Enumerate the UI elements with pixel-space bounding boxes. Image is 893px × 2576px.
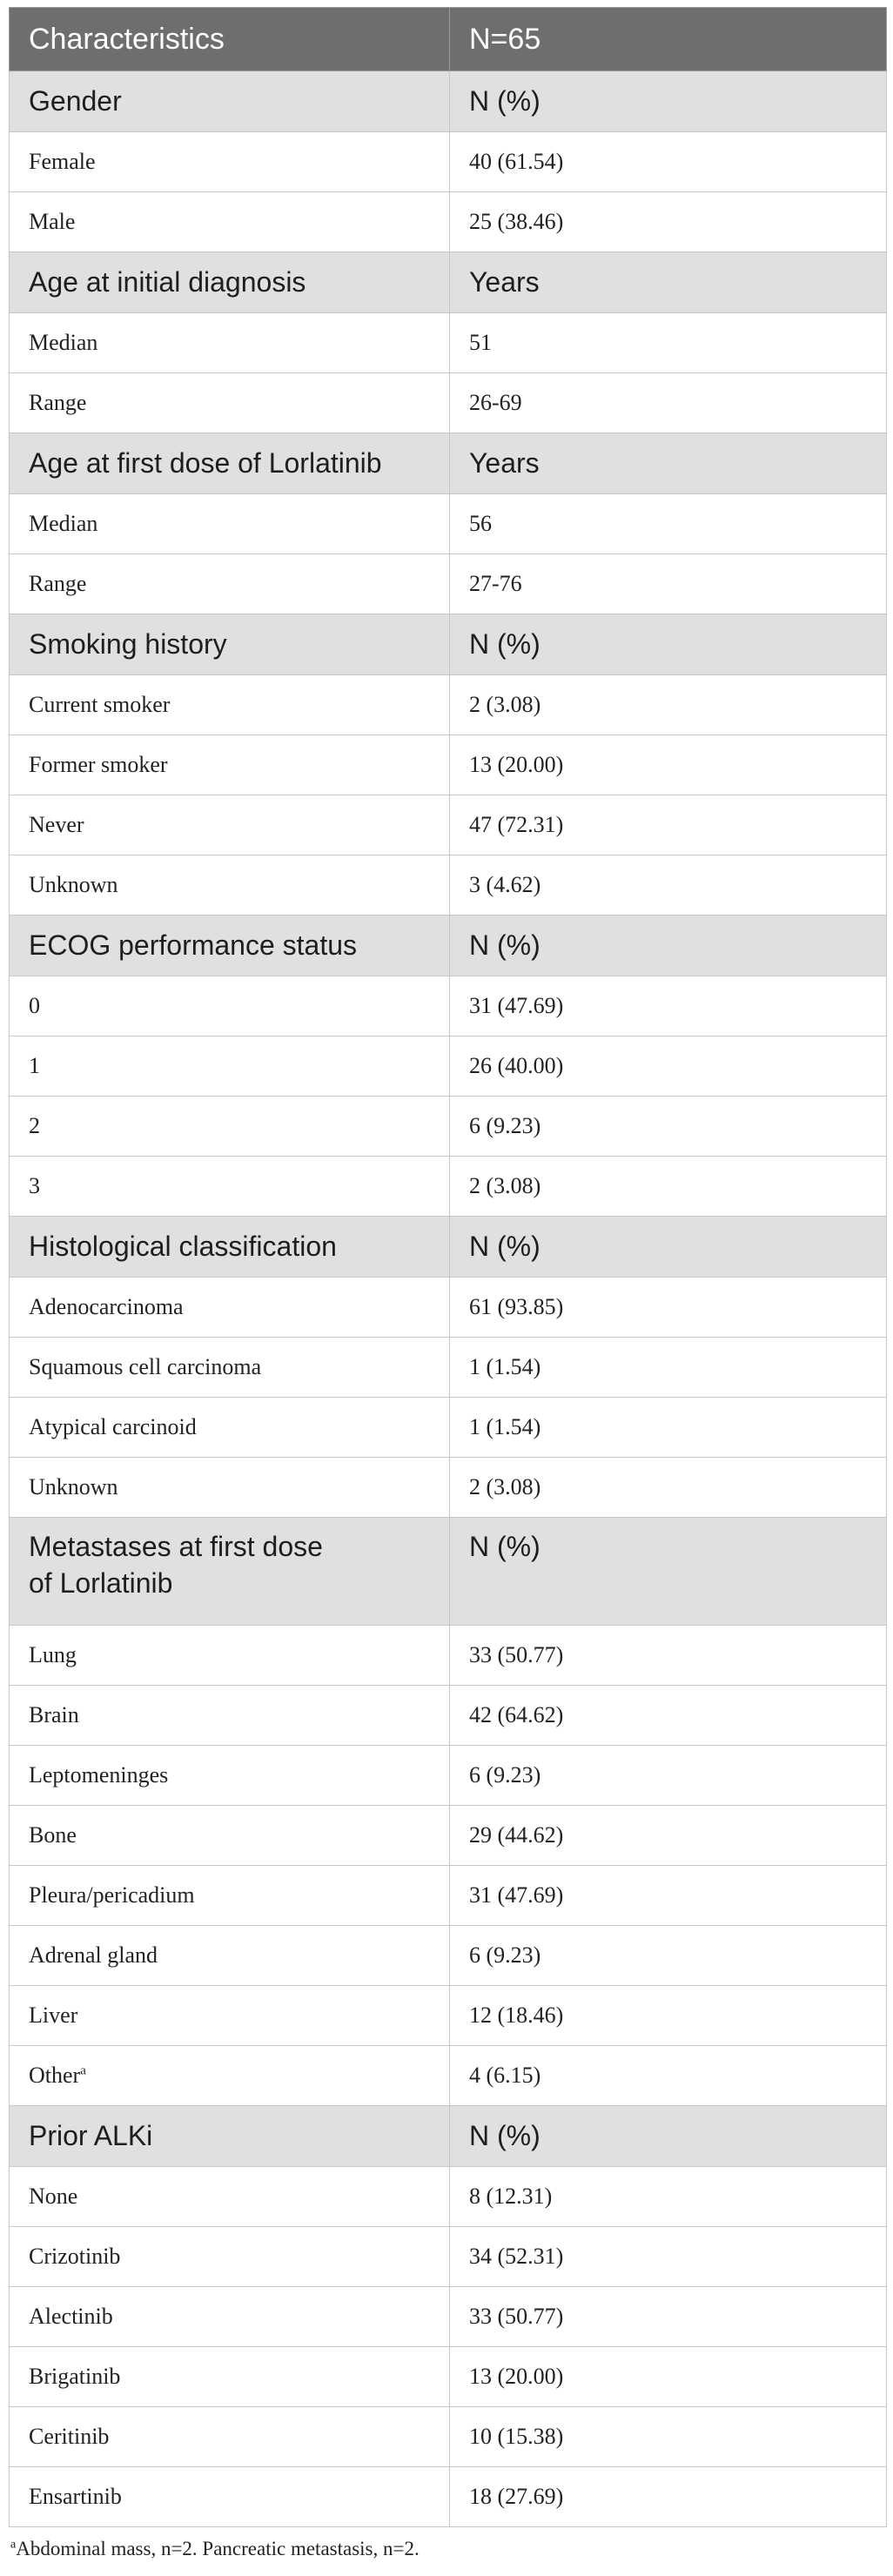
footnote-text: Abdominal mass, n=2. Pancreatic metastasis, n=2. (16, 2538, 420, 2559)
table-row (10, 675, 887, 735)
table-row (10, 2046, 887, 2106)
row-label: Brigatinib (10, 2347, 450, 2407)
row-value: 1 (1.54) (450, 1338, 887, 1398)
table-row (10, 1926, 887, 1986)
section-title-line2: of Lorlatinib (29, 1567, 173, 1599)
section-unit: N (%) (450, 916, 887, 976)
table-row (10, 1686, 887, 1746)
table-row (10, 2467, 887, 2527)
row-label: 1 (10, 1036, 450, 1097)
row-label: Adenocarcinoma (10, 1278, 450, 1338)
row-label: None (10, 2167, 450, 2227)
table-row (10, 2347, 887, 2407)
footnote-marker: a (10, 2538, 17, 2552)
header-row (10, 8, 887, 71)
row-label: 2 (10, 1097, 450, 1157)
table-row (10, 494, 887, 554)
characteristics-table (9, 7, 887, 2527)
table-row (10, 554, 887, 614)
row-label: Range (10, 554, 450, 614)
table-row (10, 855, 887, 916)
section-row-age-initial-diagnosis (10, 252, 887, 313)
section-unit: N (%) (450, 1518, 887, 1626)
table-row (10, 1986, 887, 2046)
section-title-line1: Metastases at first dose (29, 1531, 323, 1562)
row-label: Former smoker (10, 735, 450, 795)
table-row (10, 976, 887, 1036)
table-row (10, 1806, 887, 1866)
row-value: 25 (38.46) (450, 192, 887, 252)
row-value: 56 (450, 494, 887, 554)
section-row-ecog (10, 916, 887, 976)
row-label: Unknown (10, 1458, 450, 1518)
row-value: 31 (47.69) (450, 976, 887, 1036)
table-row (10, 313, 887, 373)
section-title: Prior ALKi (10, 2106, 450, 2167)
row-value: 10 (15.38) (450, 2407, 887, 2467)
row-value: 33 (50.77) (450, 1626, 887, 1686)
section-title: Gender (10, 71, 450, 132)
row-value: 13 (20.00) (450, 2347, 887, 2407)
row-value: 13 (20.00) (450, 735, 887, 795)
row-value: 31 (47.69) (450, 1866, 887, 1926)
table-row (10, 132, 887, 192)
row-label: Leptomeninges (10, 1746, 450, 1806)
table-row (10, 1398, 887, 1458)
row-value: 47 (72.31) (450, 795, 887, 855)
row-value: 6 (9.23) (450, 1926, 887, 1986)
row-value: 51 (450, 313, 887, 373)
row-label: Male (10, 192, 450, 252)
table-row (10, 1097, 887, 1157)
row-label: Range (10, 373, 450, 433)
table-row (10, 735, 887, 795)
table-row (10, 192, 887, 252)
section-unit: N (%) (450, 2106, 887, 2167)
row-label: Current smoker (10, 675, 450, 735)
table-row (10, 1746, 887, 1806)
table-row (10, 2407, 887, 2467)
table-row (10, 1036, 887, 1097)
row-value: 2 (3.08) (450, 1157, 887, 1217)
section-row-gender (10, 71, 887, 132)
row-label: 3 (10, 1157, 450, 1217)
row-value: 8 (12.31) (450, 2167, 887, 2227)
row-label: 0 (10, 976, 450, 1036)
row-label: Atypical carcinoid (10, 1398, 450, 1458)
header-characteristics: Characteristics (10, 8, 450, 71)
row-value: 61 (93.85) (450, 1278, 887, 1338)
table-row (10, 1278, 887, 1338)
row-value: 4 (6.15) (450, 2046, 887, 2106)
row-value: 29 (44.62) (450, 1806, 887, 1866)
row-label: Alectinib (10, 2287, 450, 2347)
section-row-age-first-dose (10, 433, 887, 494)
row-value: 26-69 (450, 373, 887, 433)
row-label: Squamous cell carcinoma (10, 1338, 450, 1398)
row-value: 33 (50.77) (450, 2287, 887, 2347)
table-row (10, 1338, 887, 1398)
header-n: N=65 (450, 8, 887, 71)
row-value: 1 (1.54) (450, 1398, 887, 1458)
row-label: Bone (10, 1806, 450, 1866)
section-unit: Years (450, 433, 887, 494)
table-row (10, 1458, 887, 1518)
table-row (10, 373, 887, 433)
row-value: 6 (9.23) (450, 1746, 887, 1806)
table-row (10, 795, 887, 855)
section-row-metastases (10, 1518, 887, 1626)
section-row-histological (10, 1217, 887, 1278)
row-label: Unknown (10, 855, 450, 916)
section-unit: N (%) (450, 71, 887, 132)
row-label-text: Other (29, 2063, 81, 2088)
table-row (10, 2227, 887, 2287)
section-title: ECOG performance status (10, 916, 450, 976)
row-label: Adrenal gland (10, 1926, 450, 1986)
section-row-prior-alki (10, 2106, 887, 2167)
row-value: 34 (52.31) (450, 2227, 887, 2287)
row-label: Never (10, 795, 450, 855)
row-value: 26 (40.00) (450, 1036, 887, 1097)
row-label: Crizotinib (10, 2227, 450, 2287)
section-title (10, 1518, 450, 1626)
row-value: 42 (64.62) (450, 1686, 887, 1746)
table-row (10, 2287, 887, 2347)
row-label (10, 2046, 450, 2106)
row-label: Ceritinib (10, 2407, 450, 2467)
table-row (10, 2167, 887, 2227)
section-title: Histological classification (10, 1217, 450, 1278)
row-value: 40 (61.54) (450, 132, 887, 192)
section-title: Age at initial diagnosis (10, 252, 450, 313)
table-footnote (10, 2538, 420, 2560)
footnote-marker: a (80, 2063, 86, 2078)
section-unit: Years (450, 252, 887, 313)
section-row-smoking-history (10, 614, 887, 675)
row-value: 12 (18.46) (450, 1986, 887, 2046)
row-label: Female (10, 132, 450, 192)
table-row (10, 1866, 887, 1926)
section-title: Age at first dose of Lorlatinib (10, 433, 450, 494)
row-value: 27-76 (450, 554, 887, 614)
row-value: 6 (9.23) (450, 1097, 887, 1157)
section-unit: N (%) (450, 614, 887, 675)
table-row (10, 1626, 887, 1686)
row-value: 18 (27.69) (450, 2467, 887, 2527)
row-label: Ensartinib (10, 2467, 450, 2527)
row-label: Pleura/pericadium (10, 1866, 450, 1926)
section-title: Smoking history (10, 614, 450, 675)
section-unit: N (%) (450, 1217, 887, 1278)
row-value: 3 (4.62) (450, 855, 887, 916)
row-label: Brain (10, 1686, 450, 1746)
row-value: 2 (3.08) (450, 675, 887, 735)
row-label: Lung (10, 1626, 450, 1686)
table-row (10, 1157, 887, 1217)
row-label: Median (10, 313, 450, 373)
row-value: 2 (3.08) (450, 1458, 887, 1518)
row-label: Median (10, 494, 450, 554)
row-label: Liver (10, 1986, 450, 2046)
